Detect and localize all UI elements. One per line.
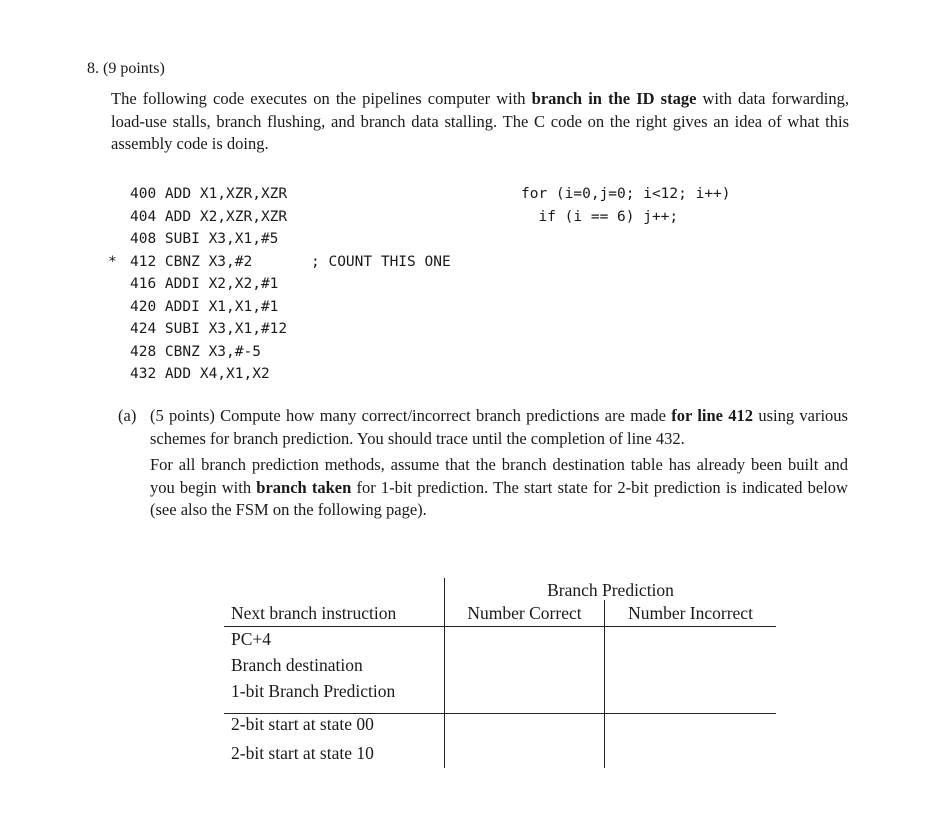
row-2-bit-state-00: 2-bit start at state 00 <box>231 714 374 734</box>
intro-bold-1: branch in the ID stage <box>531 89 697 108</box>
part-a-text: (5 points) Compute how many correct/incorrect branch predictions are made <box>150 406 672 425</box>
code-text: 432 ADD X4,X1,X2 <box>130 366 270 382</box>
part-a-text: for 1-bit prediction. The start state for 2-bit prediction is indicated below (see also the FSM on the following page). <box>150 477 848 519</box>
code-line <box>108 206 287 229</box>
code-text: 404 ADD X2,XZR,XZR <box>130 208 288 225</box>
part-a-text: using various schemes for branch prediction. You should trace until the completion of line 432. <box>150 406 848 448</box>
part-a-label: (a) <box>118 406 137 425</box>
intro-text-1: The following code executes on the pipelines computer with <box>111 89 532 108</box>
part-a-bold: branch taken <box>256 477 352 497</box>
code-comment: ; COUNT THIS ONE <box>311 253 451 270</box>
row-2-bit-state-10: 2-bit start at state 10 <box>231 743 374 763</box>
code-text: 408 SUBI X3,X1,#5 <box>130 231 279 247</box>
header-next-branch: Next branch instruction <box>231 603 397 623</box>
header-number-incorrect: Number Incorrect <box>628 603 753 623</box>
row-1-bit-prediction: 1-bit Branch Prediction <box>231 681 396 701</box>
part-a <box>118 405 848 526</box>
code-line <box>108 296 287 319</box>
code-text: 420 ADDI X1,X1,#1 <box>130 298 279 315</box>
c-code <box>521 183 731 228</box>
code-line <box>108 183 287 206</box>
question-points: (9 points) <box>103 60 165 77</box>
code-text: 416 ADDI X2,X2,#1 <box>130 276 279 292</box>
intro-text-2: with data forwarding, load-use stalls, branch flushing, and branch data stalling. The C code on the right gives an idea of what this assembly code is doing. <box>111 89 849 153</box>
c-code-line: for (i=0,j=0; i<12; i++) <box>521 186 731 202</box>
code-line <box>108 363 287 386</box>
code-text: 400 ADD X1,XZR,XZR <box>130 186 288 202</box>
header-branch-prediction: Branch Prediction <box>547 580 674 600</box>
line-marker: * <box>108 253 117 270</box>
code-line <box>108 228 287 251</box>
part-a-paragraph-1 <box>150 405 848 450</box>
code-line <box>108 341 287 364</box>
code-line <box>108 318 287 341</box>
intro-paragraph <box>111 88 849 156</box>
part-a-text: For all branch prediction methods, assume that the branch destination table has already been built and you begin with <box>150 455 848 497</box>
c-code-line: if (i == 6) j++; <box>521 208 679 225</box>
part-a-paragraph-2 <box>150 454 848 522</box>
code-line <box>108 251 451 274</box>
code-text: 412 CBNZ X3,#2 <box>130 253 253 270</box>
code-text: 424 SUBI X3,X1,#12 <box>130 321 288 337</box>
row-pc-plus-4: PC+4 <box>231 629 272 649</box>
row-branch-destination: Branch destination <box>231 655 363 675</box>
question-number: 8. <box>87 60 99 77</box>
assembly-code <box>108 183 451 386</box>
table-hline-header <box>224 626 776 627</box>
header-number-correct: Number Correct <box>467 603 582 623</box>
part-a-bold: for line 412 <box>671 406 754 425</box>
code-line <box>108 273 287 296</box>
code-text: 428 CBNZ X3,#-5 <box>130 343 261 360</box>
question-header <box>87 60 165 78</box>
prediction-table <box>224 578 776 768</box>
